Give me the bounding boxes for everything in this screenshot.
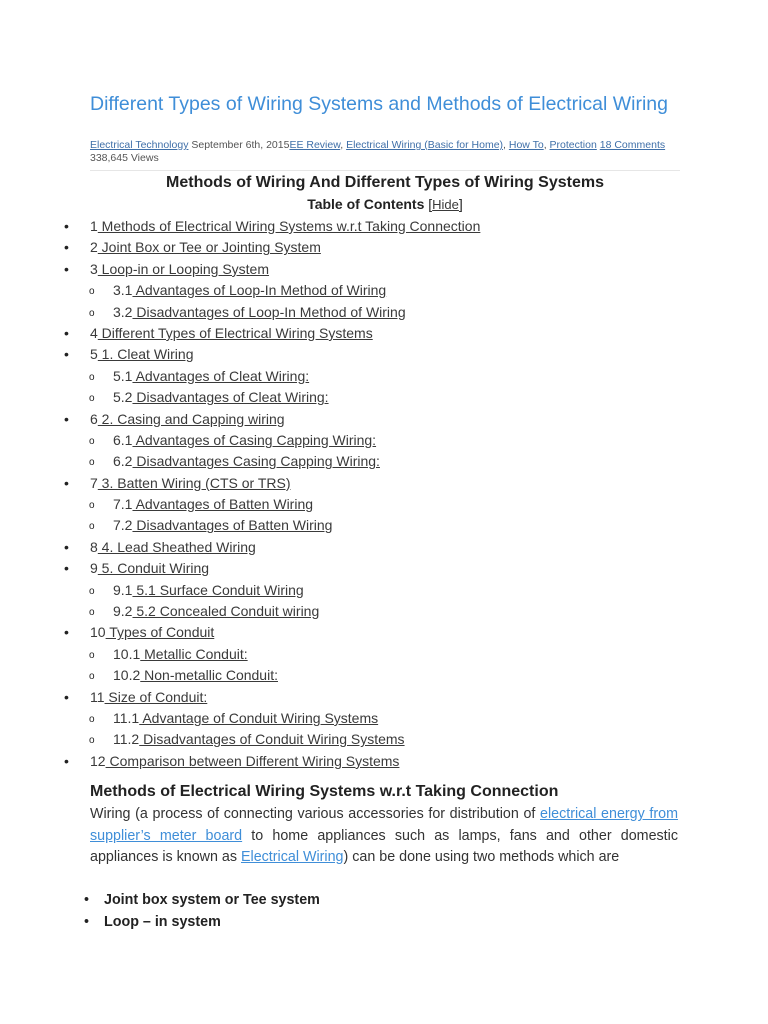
toc-item-number: 3: [90, 260, 98, 277]
toc-item-number: 4: [90, 324, 98, 341]
toc-item-link[interactable]: 5.2 Concealed Conduit wiring: [132, 603, 320, 620]
toc-item: [0, 451, 768, 472]
toc-item: [0, 687, 768, 708]
toc-item-link[interactable]: Advantages of Casing Capping Wiring:: [132, 431, 377, 448]
toc-item: [0, 558, 768, 579]
toc-item-link[interactable]: Comparison between Different Wiring Systems: [105, 752, 400, 769]
toc-item-link[interactable]: Advantage of Conduit Wiring Systems: [139, 709, 379, 726]
toc-item-link[interactable]: Disadvantages of Conduit Wiring Systems: [139, 731, 405, 748]
method-list: [0, 889, 768, 933]
toc-item: [0, 601, 768, 622]
toc-item-link[interactable]: Types of Conduit: [105, 624, 215, 641]
toc-item: [0, 280, 768, 301]
toc-item-number: 1: [90, 218, 98, 234]
toc-item: [0, 580, 768, 601]
toc-item: [0, 708, 768, 729]
toc-item-number: 10.2: [113, 667, 141, 684]
toc-item-number: 6.2: [113, 453, 133, 470]
toc-item-number: 11.2: [113, 731, 140, 748]
toc-item: [0, 622, 768, 643]
toc-item-link[interactable]: Disadvantages of Batten Wiring: [132, 517, 333, 534]
toc-item-link[interactable]: Size of Conduit:: [104, 688, 208, 705]
toc-item-number: 3.2: [113, 303, 133, 320]
toc-item-link[interactable]: 3. Batten Wiring (CTS or TRS): [97, 474, 291, 491]
toc-item: [0, 409, 768, 430]
toc-item-link[interactable]: Joint Box or Tee or Jointing System: [97, 239, 321, 256]
toc-item-number: 3.1: [113, 282, 133, 299]
meta-views: 338,645 Views: [90, 152, 159, 164]
toc-item-link[interactable]: Disadvantages Casing Capping Wiring:: [132, 453, 380, 470]
toc-item-number: 12: [90, 752, 106, 769]
electrical-energy-link[interactable]: electrical energy from supplier’s meter board: [90, 806, 679, 844]
toc-item: [0, 216, 768, 237]
toc-item-link[interactable]: Metallic Conduit:: [140, 645, 248, 662]
toc-item-number: 10: [90, 624, 106, 641]
toc-item: [0, 302, 768, 323]
toc-item-number: 2: [90, 239, 98, 256]
toc-item: [0, 473, 768, 494]
toc-header: Table of Contents [Hide]: [307, 196, 463, 212]
toc-item-link[interactable]: 4. Lead Sheathed Wiring: [97, 538, 256, 555]
toc-item-number: 11: [90, 688, 105, 705]
toc-item: [0, 366, 768, 387]
toc-item-number: 5.1: [113, 367, 133, 384]
toc-item-number: 7.2: [113, 517, 133, 534]
meta-category-link[interactable]: Electrical Technology: [90, 139, 189, 151]
meta-tag-ee-review[interactable]: EE Review: [289, 139, 341, 151]
meta-tag-electrical-wiring[interactable]: Electrical Wiring (Basic for Home): [346, 139, 504, 151]
toc-item-link[interactable]: 2. Casing and Capping wiring: [97, 410, 285, 427]
main-heading: Methods of Wiring And Different Types of Wiring Systems: [166, 174, 604, 191]
toc-item-number: 8: [90, 538, 98, 555]
toc-item-link[interactable]: Advantages of Cleat Wiring:: [132, 367, 310, 384]
toc-item-link[interactable]: Different Types of Electrical Wiring Systems: [97, 324, 373, 341]
toc-item: [0, 237, 768, 258]
toc-item-number: 9.2: [113, 603, 133, 620]
para-text-3: ) can be done using two methods which are: [343, 849, 620, 866]
toc-item: [0, 665, 768, 686]
toc-item-link[interactable]: Non-metallic Conduit:: [140, 667, 278, 684]
meta-date: September 6th, 2015: [191, 139, 290, 151]
toc-item-number: 7.1: [113, 496, 133, 513]
method-item-joint-box: • Joint box system or Tee system: [0, 889, 768, 911]
toc-item: [0, 259, 768, 280]
section-heading: Methods of Electrical Wiring Systems w.r.t Taking Connection: [90, 783, 559, 800]
toc-item-link[interactable]: 5. Conduit Wiring: [97, 560, 210, 577]
toc-item: [0, 430, 768, 451]
toc-item-link[interactable]: Disadvantages of Loop-In Method of Wiring: [132, 303, 406, 320]
toc-hide-link[interactable]: Hide: [432, 197, 459, 212]
toc-item-link[interactable]: Methods of Electrical Wiring Systems w.r.t Taking Connection: [97, 218, 481, 234]
toc-item: [0, 729, 768, 750]
toc-item-link[interactable]: 5.1 Surface Conduit Wiring: [132, 581, 304, 598]
toc-item-number: 10.1: [113, 645, 141, 662]
toc-item-link[interactable]: 1. Cleat Wiring: [97, 346, 194, 363]
electrical-wiring-link[interactable]: Electrical Wiring: [241, 849, 344, 866]
toc-item-number: 11.1: [113, 709, 140, 726]
toc-item: [0, 515, 768, 536]
method-item-loop-in: • Loop – in system: [0, 911, 768, 933]
toc-item-number: 9: [90, 560, 98, 577]
toc-item: [0, 751, 768, 772]
toc-item: [0, 494, 768, 515]
toc-item-number: 9.1: [113, 581, 133, 598]
article-meta: Electrical Technology September 6th, 2015EE Review, Electrical Wiring (Basic for Home), How To, Protection 18 Comments 338,645 Views: [90, 139, 666, 164]
toc-list: [0, 216, 768, 772]
meta-tag-protection[interactable]: Protection: [549, 139, 597, 151]
toc-item-number: 7: [90, 474, 98, 491]
toc-item-link[interactable]: Advantages of Batten Wiring: [132, 496, 314, 513]
toc-item-link[interactable]: Advantages of Loop-In Method of Wiring: [132, 282, 387, 299]
toc-item-link[interactable]: Loop-in or Looping System: [97, 260, 270, 277]
meta-divider: [90, 170, 680, 171]
para-text-1: Wiring (a process of connecting various accessories for distribution of: [90, 806, 541, 822]
toc-item-number: 5.2: [113, 389, 133, 406]
toc-title: Table of Contents: [307, 196, 425, 212]
toc-item: [0, 323, 768, 344]
section-paragraph: [90, 804, 678, 869]
toc-item-link[interactable]: Disadvantages of Cleat Wiring:: [132, 389, 329, 406]
para-text-2: to home appliances such as lamps, fans and other domestic appliances is known as: [90, 827, 678, 866]
toc-item-number: 5: [90, 346, 98, 363]
article-title[interactable]: Different Types of Wiring Systems and Methods of Electrical Wiring: [90, 93, 669, 115]
toc-item: [0, 387, 768, 408]
toc-item-number: 6.1: [113, 431, 133, 448]
toc-item: [0, 344, 768, 365]
meta-comments-link[interactable]: 18 Comments: [599, 139, 666, 151]
toc-item: [0, 644, 768, 665]
toc-item-number: 6: [90, 410, 98, 427]
meta-tag-how-to[interactable]: How To: [508, 139, 544, 151]
toc-item: [0, 537, 768, 558]
